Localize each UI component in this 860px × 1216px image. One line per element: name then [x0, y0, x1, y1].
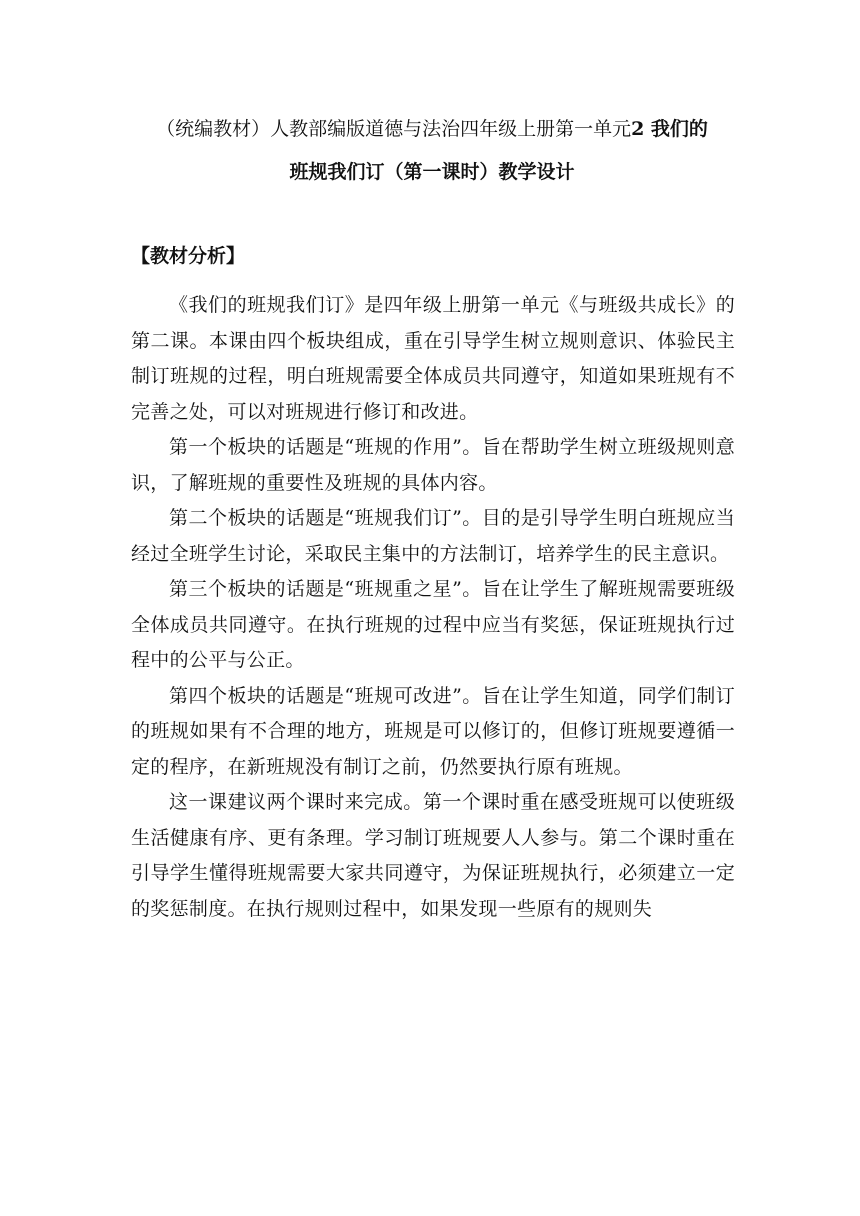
document-title-line-1 — [132, 116, 732, 142]
title-prefix: （统编教材）人教部编版道德与法治四年级上册第一单元 — [156, 118, 632, 140]
paragraph: 第三个板块的话题是“班规重之星”。旨在让学生了解班规需要班级全体成员共同遵守。在执行班规的过程中应当有奖惩，保证班规执行过程中的公平与公正。 — [131, 578, 735, 671]
paragraph: 第一个板块的话题是“班规的作用”。旨在帮助学生树立班级规则意识，了解班规的重要性及班规的具体内容。 — [131, 436, 735, 494]
section-heading-textbook-analysis: 【教材分析】 — [131, 245, 246, 267]
paragraph: 第四个板块的话题是“班规可改进”。旨在让学生知道，同学们制订的班规如果有不合理的地方，班规是可以修订的，但修订班规要遵循一定的程序，在新班规没有制订之前，仍然要执行原有班规。 — [131, 684, 735, 778]
document-title-line-2: 班规我们订（第一课时）教学设计 — [289, 161, 575, 183]
paragraph: 这一课建议两个课时来完成。第一个课时重在感受班规可以使班级生活健康有序、更有条理。学习制订班规要人人参与。第二个课时重在引导学生懂得班规需要大家共同遵守，为保证班规执行，必须建立一定的奖惩制度。在执行规则过程中，如果发现一些原有的规则失 — [131, 791, 735, 920]
title-bold-part: 2 我们的 — [631, 118, 708, 140]
paragraph: 《我们的班规我们订》是四年级上册第一单元《与班级共成长》的第二课。本课由四个板块组成，重在引导学生树立规则意识、体验民主制订班规的过程，明白班规需要全体成员共同遵守，知道如果班规有不完善之处，可以对班规进行修订和改进。 — [131, 294, 735, 423]
paragraph: 第二个板块的话题是“班规我们订”。目的是引导学生明白班规应当经过全班学生讨论，采取民主集中的方法制订，培养学生的民主意识。 — [131, 507, 735, 565]
document-body — [131, 288, 735, 927]
